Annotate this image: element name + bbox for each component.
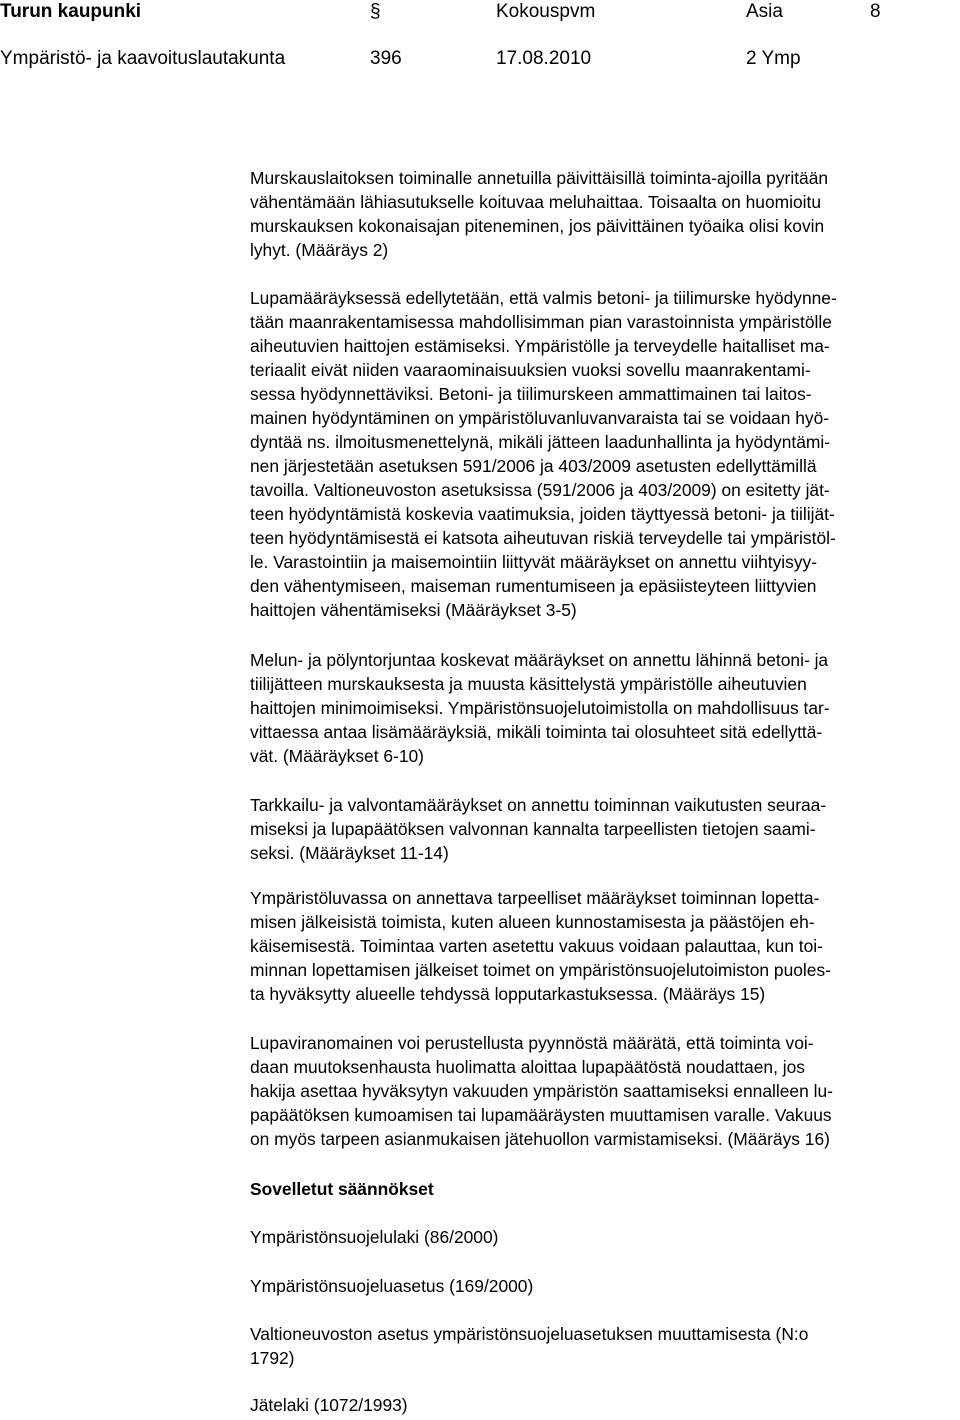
text-line: teriaalit eivät niiden vaaraominaisuuksien vuoksi sovellu maanrakentami- bbox=[250, 360, 811, 380]
page-number: 8 bbox=[870, 1, 881, 22]
text-line: teen hyödyntämisestä ei katsota aiheutuvan riskiä terveydelle tai ympäristöl- bbox=[250, 528, 836, 548]
text-line: mainen hyödyntäminen on ympäristöluvanluvanvaraista tai se voidaan hyö- bbox=[250, 408, 830, 428]
applied-rules-heading: Sovelletut säännökset bbox=[250, 1179, 434, 1199]
text-line: misen jälkeisistä toimista, kuten alueen kunnostamisesta ja päästöjen eh- bbox=[250, 912, 815, 932]
text-line: Ympäristöluvassa on annettava tarpeelliset määräykset toiminnan lopetta- bbox=[250, 888, 820, 908]
text-line: tään maanrakentamisessa mahdollisimman pian varastoinnista ympäristölle bbox=[250, 312, 832, 332]
text-line: on myös tarpeen asianmukaisen jätehuollon varmistamiseksi. (Määräys 16) bbox=[250, 1129, 830, 1149]
text-line: sessa hyödynnettäviksi. Betoni- ja tiilimurskeen ammattimainen tai laitos- bbox=[250, 384, 812, 404]
applied-rule bbox=[250, 1225, 950, 1249]
text-line: nen järjestetään asetuksen 591/2006 ja 403/2009 asetusten edellyttämillä bbox=[250, 456, 817, 476]
text-line: den vähentymiseen, maiseman rumentumiseen ja epäsiisteyteen liittyvien bbox=[250, 576, 817, 596]
text-line: haittojen minimoimiseksi. Ympäristönsuojelutoimistolla on mahdollisuus tar- bbox=[250, 698, 830, 718]
text-line: vähentämään lähiasutukselle koituvaa meluhaittaa. Toisaalta on huomioitu bbox=[250, 192, 822, 212]
paragraph-6 bbox=[250, 1031, 950, 1151]
text-line: 1792) bbox=[250, 1348, 295, 1368]
applied-rule bbox=[250, 1322, 950, 1370]
meeting-date-label: Kokouspvm bbox=[496, 1, 596, 22]
text-line: Ympäristönsuojeluasetus (169/2000) bbox=[250, 1276, 534, 1296]
applied-rule bbox=[250, 1274, 950, 1298]
text-line: vittaessa antaa lisämääräyksiä, mikäli toiminta tai olosuhteet sitä edellyttä- bbox=[250, 722, 823, 742]
text-line: papäätöksen kumoamisen tai lupamääräysten muuttamisen varalle. Vakuus bbox=[250, 1105, 832, 1125]
text-line: lyhyt. (Määräys 2) bbox=[250, 240, 389, 260]
text-line: Tarkkailu- ja valvontamääräykset on annettu toiminnan vaikutusten seuraa- bbox=[250, 795, 827, 815]
text-line: miseksi ja lupapäätöksen valvonnan kannalta tarpeellisten tietojen saami- bbox=[250, 819, 816, 839]
text-line: seksi. (Määräykset 11-14) bbox=[250, 843, 449, 863]
text-line: murskauksen kokonaisajan piteneminen, jos päivittäinen työaika olisi kovin bbox=[250, 216, 825, 236]
paragraph-2 bbox=[250, 286, 950, 622]
text-line: Lupamääräyksessä edellytetään, että valmis betoni- ja tiilimurske hyödynne- bbox=[250, 288, 837, 308]
text-line: Melun- ja pölyntorjuntaa koskevat määräykset on annettu lähinnä betoni- ja bbox=[250, 650, 829, 670]
text-line: hakija asettaa hyväksytyn vakuuden ympäristön saattamiseksi ennalleen lu- bbox=[250, 1081, 833, 1101]
item-label: Asia bbox=[746, 1, 783, 22]
meeting-date: 17.08.2010 bbox=[496, 48, 592, 69]
paragraph-3 bbox=[250, 648, 950, 768]
text-line: daan muutoksenhausta huolimatta aloittaa lupapäätöstä noudattaen, jos bbox=[250, 1057, 805, 1077]
text-line: minnan lopettamisen jälkeiset toimet on ympäristönsuojelutoimiston puoles- bbox=[250, 960, 831, 980]
text-line: käisemisestä. Toimintaa varten asetettu vakuus voidaan palauttaa, kun toi- bbox=[250, 936, 823, 956]
text-line: tiilijätteen murskauksesta ja muusta käsittelystä ympäristölle aiheutuvien bbox=[250, 674, 807, 694]
text-line: haittojen vähentämiseksi (Määräykset 3-5) bbox=[250, 600, 577, 620]
text-line: aiheutuvien haittojen estämiseksi. Ympäristölle ja terveydelle haitalliset ma- bbox=[250, 336, 830, 356]
organization-name: Turun kaupunki bbox=[0, 1, 142, 22]
paragraph-1 bbox=[250, 166, 950, 262]
paragraph-4 bbox=[250, 793, 950, 865]
text-line: Jätelaki (1072/1993) bbox=[250, 1395, 408, 1415]
text-line: Valtioneuvoston asetus ympäristönsuojeluasetuksen muuttamisesta (N:o bbox=[250, 1324, 809, 1344]
text-line: vät. (Määräykset 6-10) bbox=[250, 746, 424, 766]
text-line: tavoilla. Valtioneuvoston asetuksissa (591/2006 ja 403/2009) on esitetty jät- bbox=[250, 480, 830, 500]
text-line: dyntää ns. ilmoitusmenettelynä, mikäli jätteen laadunhallinta ja hyödyntämi- bbox=[250, 432, 831, 452]
applied-rule bbox=[250, 1393, 950, 1417]
text-line: Lupaviranomainen voi perustellusta pyynnöstä määrätä, että toiminta voi- bbox=[250, 1033, 814, 1053]
text-line: Murskauslaitoksen toiminalle annetuilla päivittäisillä toiminta-ajoilla pyritään bbox=[250, 168, 829, 188]
section-number: 396 bbox=[370, 48, 402, 69]
text-line: Ympäristönsuojelulaki (86/2000) bbox=[250, 1227, 499, 1247]
board-name: Ympäristö- ja kaavoituslautakunta bbox=[0, 48, 286, 69]
item-code: 2 Ymp bbox=[746, 48, 801, 69]
section-symbol: § bbox=[370, 1, 381, 22]
text-line: le. Varastointiin ja maisemointiin liittyvät määräykset on annettu viihtyisyy- bbox=[250, 552, 818, 572]
paragraph-5 bbox=[250, 886, 950, 1006]
text-line: teen hyödyntämistä koskevia vaatimuksia, joiden täyttyessä betoni- ja tiilijät- bbox=[250, 504, 835, 524]
text-line: ta hyväksytty alueelle tehdyssä lopputarkastuksessa. (Määräys 15) bbox=[250, 984, 766, 1004]
